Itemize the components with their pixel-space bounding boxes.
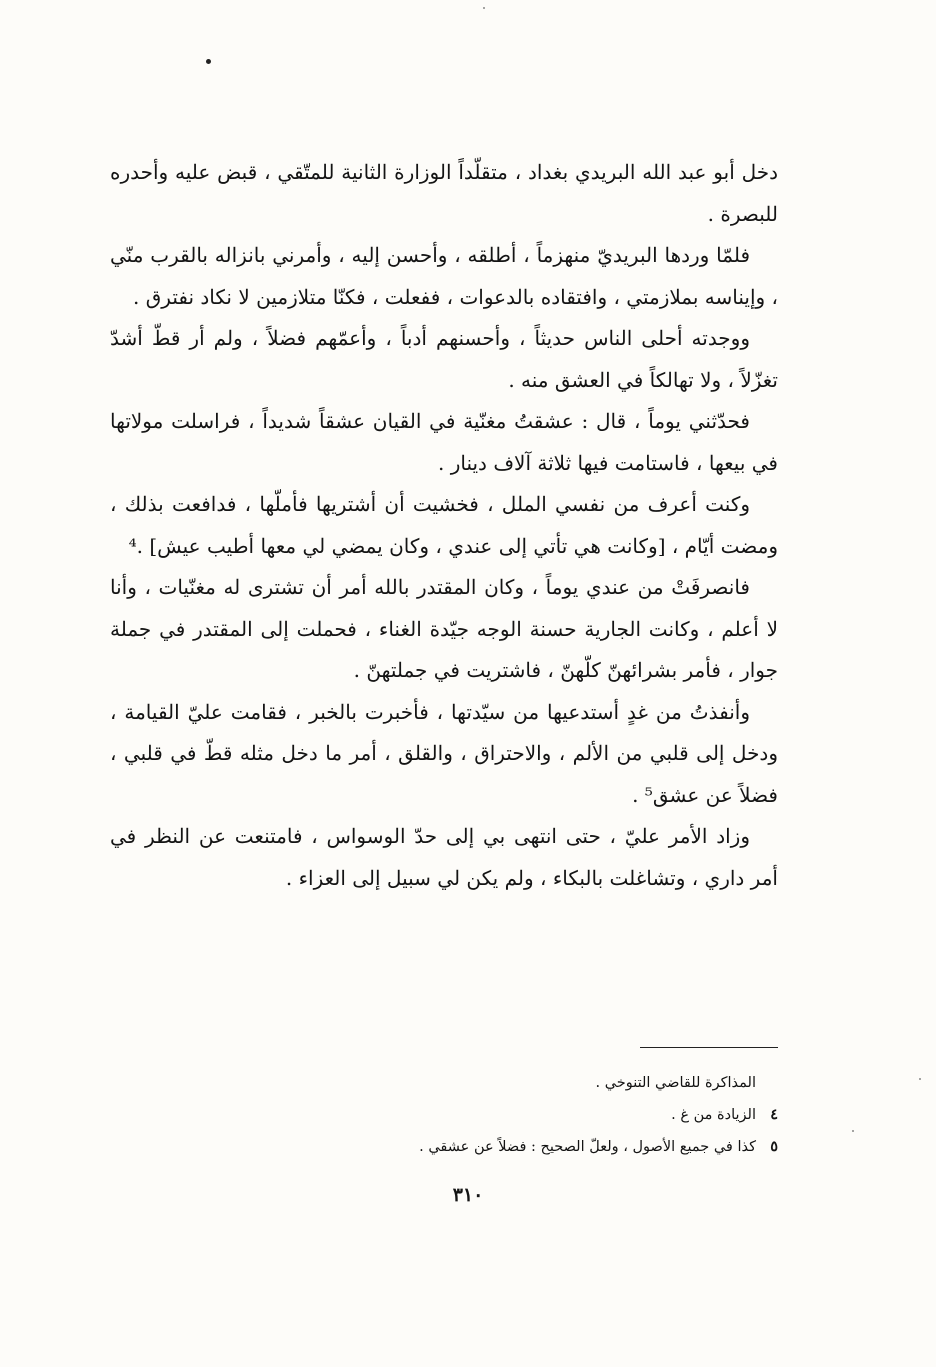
footnote [200, 1131, 778, 1163]
footnote [200, 1099, 778, 1131]
footnote [200, 1068, 778, 1099]
footnote-text: المذاكرة للقاضي التنوخي . [595, 1075, 756, 1091]
footnote-text: كذا في جميع الأصول ، ولعلّ الصحيح : فضلاً عن عشقي . [419, 1139, 756, 1155]
page-number: ٣١٠ [452, 1184, 484, 1206]
paragraph: وأنفذتُ من غدٍ أستدعيها من سيّدتها ، فأخبرت بالخبر ، فقامت عليّ القيامة ، ودخل إلى قلبي من الألم ، والاحتراق ، والقلق ، أمر ما دخل مثله قطّ في قلبي ، فضلاً عن عشق⁵ . [110, 699, 778, 807]
paragraph: وكنت أعرف من نفسي الملل ، فخشيت أن أشتريها فأملّها ، فدافعت بذلك ، ومضت أيّام ، [وكانت هي تأتي إلى عندي ، وكان يمضي لي معها أطيب عيش] .⁴ [110, 492, 778, 558]
footnotes [200, 1068, 778, 1163]
paper-speck [483, 7, 485, 9]
footnote-text: الزيادة من غ . [671, 1107, 756, 1123]
paragraph: ووجدته أحلى الناس حديثاً ، وأحسنهم أدباً ، وأعمّهم فضلاً ، ولم أر قطّ أشدّ تغزّلاً ، ولا تهالكاً في العشق منه . [110, 326, 778, 392]
body-text [110, 152, 778, 899]
paper-speck [919, 1078, 921, 1080]
paragraph: فانصرفَتْ من عندي يوماً ، وكان المقتدر بالله أمر أن تشترى له مغنّيات ، وأنا لا أعلم ، وكانت الجارية حسنة الوجه جيّدة الغناء ، فحملت إلى المقتدر في جملة جوار ، فأمر بشرائهنّ كلّهنّ ، فاشتريت في جملتهنّ . [110, 575, 778, 682]
paragraph: دخل أبو عبد الله البريدي بغداد ، متقلّداً الوزارة الثانية للمتّقي ، قبض عليه وأحدره للبصرة . [110, 160, 778, 226]
paragraph: وزاد الأمر عليّ ، حتى انتهى بي إلى حدّ الوسواس ، فامتنعت عن النظر في أمر داري ، وتشاغلت بالبكاء ، ولم يكن لي سبيل إلى العزاء . [110, 824, 778, 890]
footnote-separator [640, 1047, 778, 1048]
paragraph: فلمّا وردها البريديّ منهزماً ، أطلقه ، وأحسن إليه ، وأمرني بانزاله بالقرب منّي ، وإيناسه بملازمتي ، وافتقاده بالدعوات ، ففعلت ، فكنّا متلازمين لا نكاد نفترق . [110, 243, 778, 309]
paper-speck [852, 1130, 854, 1132]
ink-dot [206, 59, 211, 64]
footnote-number: ٥ [770, 1138, 778, 1155]
paragraph: فحدّثني يوماً ، قال : عشقتُ مغنّية في القيان عشقاً شديداً ، فراسلت مولاتها في بيعها ، فاستامت فيها ثلاثة آلاف دينار . [110, 409, 778, 475]
footnote-number: ٤ [770, 1106, 778, 1123]
